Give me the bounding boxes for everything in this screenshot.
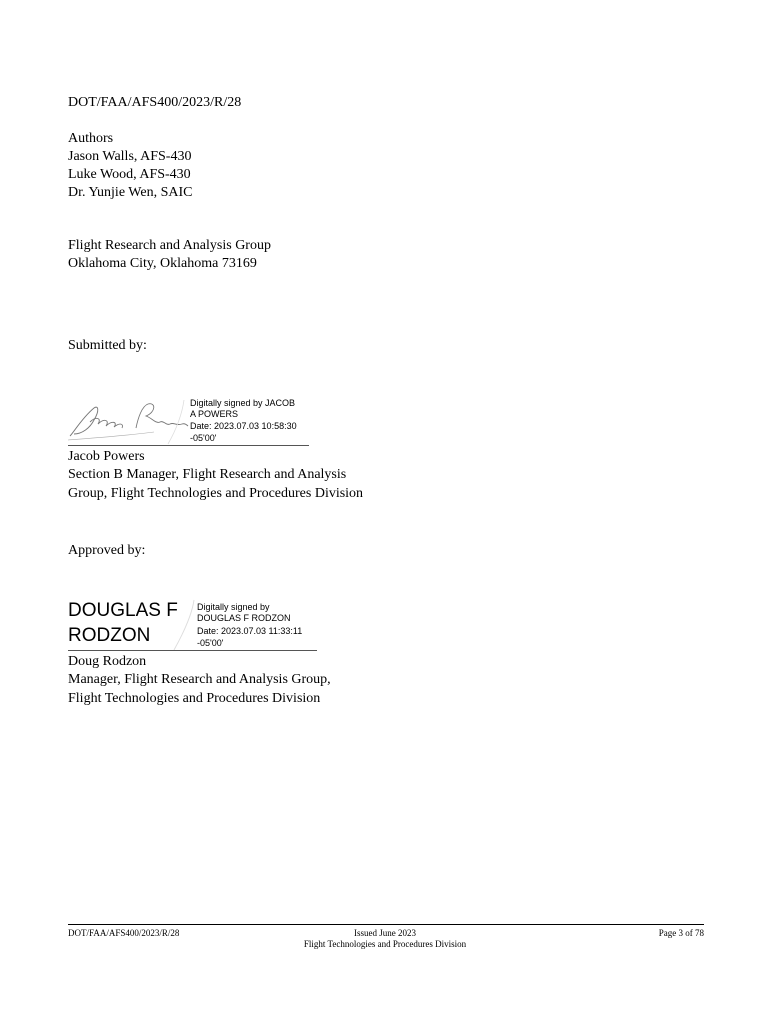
footer-report-number: DOT/FAA/AFS400/2023/R/28 [68, 928, 180, 938]
submitter-name: Jacob Powers [68, 449, 145, 464]
signature-watermark-slash [168, 598, 198, 652]
approver-title-2: Flight Technologies and Procedures Division [68, 691, 321, 706]
author-2: Luke Wood, AFS-430 [68, 167, 191, 182]
authors-heading: Authors [68, 131, 114, 146]
rodzon-signature-name-1: DOUGLAS F [68, 600, 178, 621]
submitter-title-2: Group, Flight Technologies and Procedures Division [68, 486, 364, 501]
report-number: DOT/FAA/AFS400/2023/R/28 [68, 95, 242, 110]
rodzon-sig-line-1: Digitally signed by [197, 602, 270, 612]
footer-page-number: Page 3 of 78 [658, 928, 704, 938]
jacob-sig-line-4: -05'00' [190, 433, 217, 443]
footer-division: Flight Technologies and Procedures Division [303, 939, 467, 949]
submitter-title-1: Section B Manager, Flight Research and Analysis [68, 467, 347, 482]
author-3: Dr. Yunjie Wen, SAIC [68, 185, 193, 200]
jacob-powers-signature [64, 396, 190, 446]
org-location: Oklahoma City, Oklahoma 73169 [68, 256, 257, 271]
footer-rule [68, 924, 704, 925]
signature-rule [68, 650, 317, 651]
author-1: Jason Walls, AFS-430 [68, 149, 192, 164]
org-group: Flight Research and Analysis Group [68, 238, 271, 253]
rodzon-sig-line-4: -05'00' [197, 638, 224, 648]
jacob-sig-line-1: Digitally signed by JACOB [190, 398, 296, 408]
jacob-sig-line-2: A POWERS [190, 409, 239, 419]
jacob-sig-line-3: Date: 2023.07.03 10:58:30 [190, 421, 297, 431]
footer-issued: Issued June 2023 [354, 928, 416, 938]
rodzon-sig-line-3: Date: 2023.07.03 11:33:11 [197, 626, 303, 636]
rodzon-signature-name-2: RODZON [68, 625, 151, 646]
approved-label: Approved by: [68, 543, 146, 558]
approver-title-1: Manager, Flight Research and Analysis Group, [68, 672, 331, 687]
signature-rule [68, 445, 309, 446]
rodzon-sig-line-2: DOUGLAS F RODZON [197, 613, 291, 623]
approver-name: Doug Rodzon [68, 654, 147, 669]
submitted-label: Submitted by: [68, 338, 147, 353]
